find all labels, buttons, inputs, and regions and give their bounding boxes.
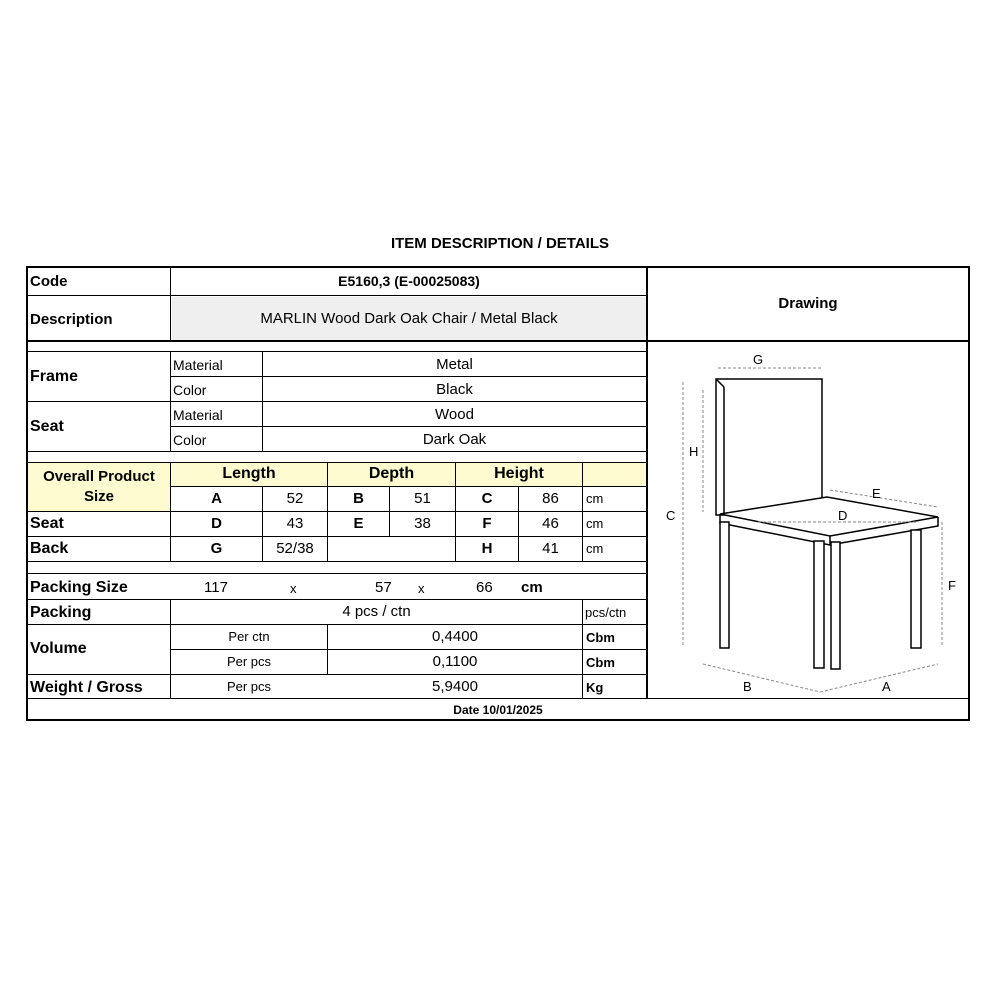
- seat-e-value: 38: [414, 515, 431, 532]
- chair-leg-back-right: [911, 530, 921, 648]
- back-g-value: 52/38: [276, 540, 314, 557]
- back-unit: cm: [586, 541, 604, 556]
- overall-b-label: B: [353, 490, 364, 507]
- frame-material-label: Material: [173, 357, 223, 373]
- depth-header: Depth: [368, 465, 415, 482]
- back-g-label: G: [210, 540, 223, 557]
- volume-per-pcs-unit: Cbm: [586, 655, 615, 670]
- drawing-label-f: F: [948, 578, 956, 593]
- frame-color-label: Color: [173, 382, 207, 398]
- weight-label: Weight / Gross: [30, 679, 143, 696]
- seat-material-value: Wood: [435, 406, 474, 423]
- size-label-line1: Overall Product: [43, 468, 155, 485]
- seat-f-label: F: [482, 515, 492, 532]
- page-title: ITEM DESCRIPTION / DETAILS: [390, 235, 610, 252]
- code-label: Code: [30, 273, 68, 290]
- weight-unit: Kg: [586, 680, 604, 695]
- overall-c-value: 86: [542, 490, 559, 507]
- overall-unit: cm: [586, 491, 604, 506]
- description-value: MARLIN Wood Dark Oak Chair / Metal Black: [260, 310, 558, 327]
- size-label-line2: Size: [83, 488, 114, 505]
- size-back-label: Back: [30, 540, 69, 557]
- dim-line-b: [703, 664, 820, 692]
- code-value: E5160,3 (E-00025083): [338, 273, 480, 289]
- volume-label: Volume: [30, 640, 87, 657]
- volume-per-pcs-label: Per pcs: [226, 654, 272, 669]
- packing-size-height: 66: [476, 579, 493, 596]
- chair-backrest-panel: [716, 379, 822, 515]
- volume-per-pcs-value: 0,1100: [432, 653, 478, 670]
- seat-color-label: Color: [173, 432, 207, 448]
- packing-label: Packing: [30, 604, 92, 621]
- drawing-title: Drawing: [778, 295, 838, 312]
- height-header: Height: [494, 465, 544, 482]
- packing-size-width: 57: [375, 579, 392, 596]
- packing-size-length: 117: [204, 579, 228, 596]
- size-seat-label: Seat: [30, 515, 64, 532]
- drawing-label-b: B: [743, 679, 752, 694]
- overall-c-label: C: [481, 490, 493, 507]
- seat-e-label: E: [353, 515, 364, 532]
- packing-size-label: Packing Size: [30, 579, 128, 596]
- overall-b-value: 51: [414, 490, 431, 507]
- chair-drawing: [648, 342, 968, 698]
- back-h-value: 41: [542, 540, 559, 557]
- packing-value: 4 pcs / ctn: [342, 603, 411, 620]
- seat-unit: cm: [586, 516, 604, 531]
- description-label: Description: [30, 311, 113, 328]
- drawing-label-e: E: [872, 486, 881, 501]
- seat-spec-label: Seat: [30, 418, 64, 435]
- packing-unit: pcs/ctn: [585, 605, 627, 620]
- overall-a-value: 52: [286, 490, 304, 507]
- length-header: Length: [222, 465, 276, 482]
- seat-d-value: 43: [286, 515, 304, 532]
- volume-per-ctn-label: Per ctn: [228, 629, 270, 644]
- frame-label: Frame: [30, 368, 79, 385]
- seat-d-label: D: [211, 515, 222, 532]
- chair-leg-front-left: [814, 541, 824, 668]
- volume-per-ctn-value: 0,4400: [432, 628, 478, 645]
- drawing-label-h: H: [689, 444, 699, 459]
- packing-size-unit: cm: [521, 579, 543, 596]
- date-text: Date 10/01/2025: [453, 703, 543, 717]
- back-h-label: H: [481, 540, 493, 557]
- drawing-label-g: G: [753, 352, 764, 367]
- chair-leg-back-left: [720, 522, 729, 648]
- packing-size-x1: x: [290, 581, 297, 596]
- frame-material-value: Metal: [436, 356, 473, 373]
- drawing-label-a: A: [882, 679, 891, 694]
- chair-leg-front-right: [831, 542, 840, 669]
- frame-color-value: Black: [436, 381, 473, 398]
- weight-value: 5,9400: [432, 678, 478, 695]
- seat-f-value: 46: [542, 515, 559, 532]
- drawing-label-c: C: [666, 508, 676, 523]
- seat-material-label: Material: [173, 407, 223, 423]
- overall-a-label: A: [211, 490, 222, 507]
- volume-per-ctn-unit: Cbm: [586, 630, 615, 645]
- weight-per-pcs-label: Per pcs: [226, 679, 272, 694]
- drawing-label-d: D: [838, 508, 848, 523]
- packing-size-x2: x: [418, 581, 425, 596]
- seat-color-value: Dark Oak: [422, 431, 487, 448]
